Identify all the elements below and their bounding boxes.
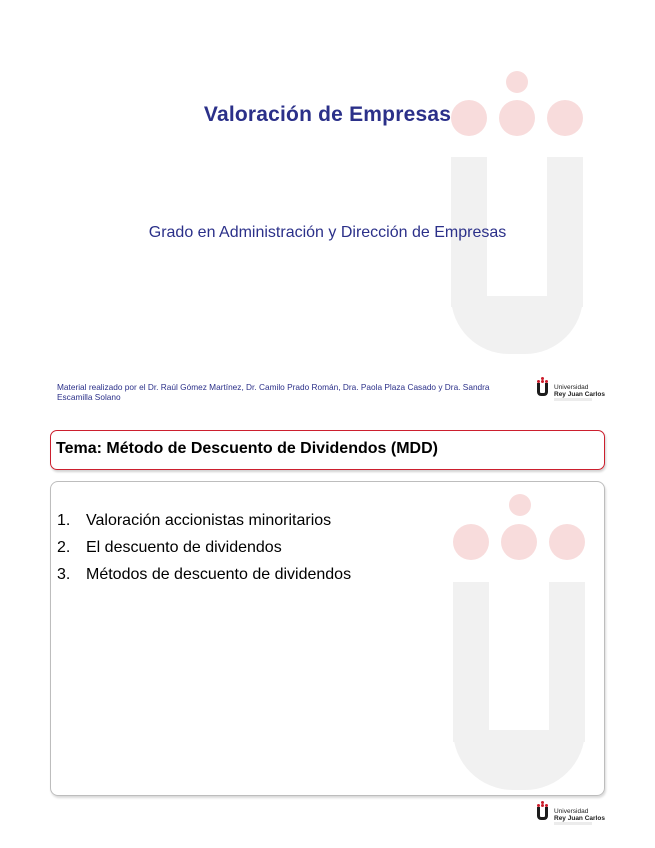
logo-line-2: Rey Juan Carlos	[554, 391, 605, 398]
logo-line-1: Universidad	[554, 808, 589, 815]
university-logo	[537, 377, 617, 407]
logo-line-2: Rey Juan Carlos	[554, 815, 605, 822]
university-logo	[537, 801, 617, 831]
topic-title: Tema: Método de Descuento de Dividendos (MDD)	[56, 440, 438, 457]
item-number: 2.	[57, 539, 71, 556]
authors-credit: Material realizado por el Dr. Raúl Gómez Martínez, Dr. Camilo Prado Román, Dra. Paola Plaza Casado y Dra. Sandra Escamilla Solano	[57, 382, 490, 402]
item-label: Métodos de descuento de dividendos	[86, 566, 352, 583]
presentation-title: Valoración de Empresas	[203, 103, 452, 126]
logo-line-1: Universidad	[554, 384, 589, 391]
table-of-contents	[57, 512, 351, 593]
presentation-subtitle: Grado en Administración y Dirección de Empresas	[148, 224, 507, 241]
item-label: Valoración accionistas minoritarios	[86, 512, 332, 529]
item-number: 3.	[57, 566, 71, 583]
watermark-dot	[506, 71, 528, 93]
list-item	[57, 566, 351, 593]
list-item	[57, 539, 351, 566]
university-logo-mark	[537, 383, 548, 396]
item-number: 1.	[57, 512, 71, 529]
item-label: El descuento de dividendos	[86, 539, 282, 556]
university-logo-mark	[537, 807, 548, 820]
watermark-u-bottom	[451, 296, 583, 354]
list-item	[57, 512, 351, 539]
